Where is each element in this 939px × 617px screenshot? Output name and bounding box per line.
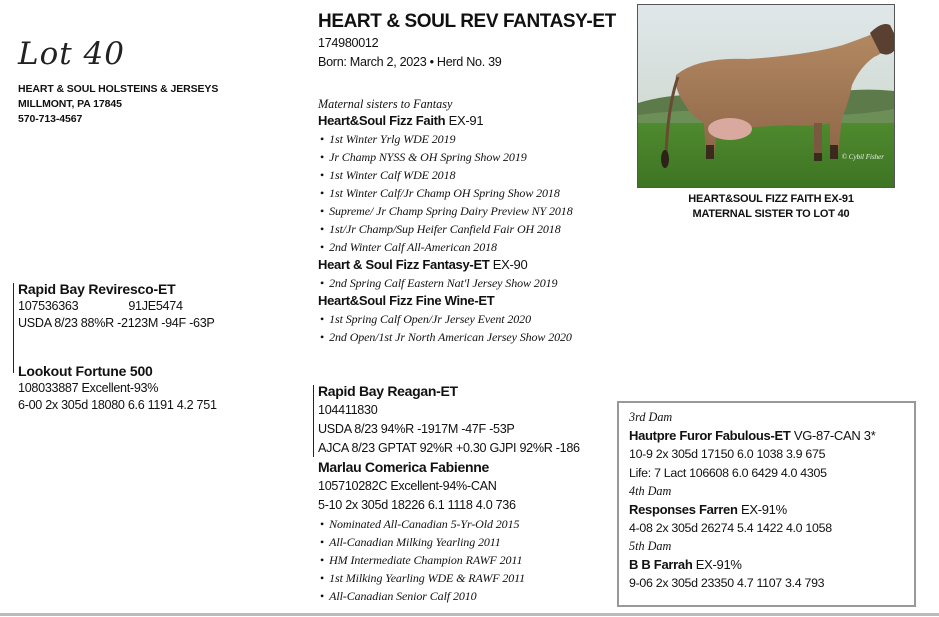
sister-1-classification: EX-91 — [445, 113, 484, 128]
honor-item: • 1st Spring Calf Open/Jr Jersey Event 2020 — [320, 310, 618, 328]
honor-item: • 1st Winter Calf/Jr Champ OH Spring Show 2018 — [320, 184, 618, 202]
sister-2-honors — [318, 274, 618, 292]
pedigree-line — [13, 283, 14, 373]
sister-2-classification: EX-90 — [489, 257, 528, 272]
dam-sire-of-dam-proof-ajca: AJCA 8/23 GPTAT 92%R +0.30 GJPI 92%R -186 — [318, 441, 580, 455]
dam-sire-of-dam-proof-usda: USDA 8/23 94%R -1917M -47F -53P — [318, 422, 515, 436]
consignor-info — [18, 82, 218, 127]
photo-caption-line-2: MATERNAL SISTER TO LOT 40 — [692, 208, 850, 220]
fourth-dam-label: Responses Farren — [629, 502, 738, 517]
third-dam-heading: 3rd Dam — [629, 410, 673, 424]
fifth-dam-record: 9-06 2x 305d 23350 4.7 1107 3.4 793 — [629, 576, 825, 590]
honor-item: • 1st Winter Calf WDE 2018 — [320, 166, 618, 184]
sister-3-name — [318, 292, 618, 310]
fifth-dam-label: B B Farrah — [629, 557, 693, 572]
maternal-sisters — [318, 96, 618, 346]
animal-name: HEART & SOUL REV FANTASY-ET — [318, 11, 616, 32]
animal-header — [318, 10, 616, 72]
fifth-dam-classification: EX-91% — [692, 557, 742, 572]
third-dam-record: 10-9 2x 305d 17150 6.0 1038 3.9 675 — [629, 447, 826, 461]
cow-photo — [637, 4, 895, 188]
dam-sire-name: Lookout Fortune 500 — [18, 363, 153, 379]
sire-code: 91JE5474 — [128, 299, 183, 313]
photo-credit: © Cybil Fisher — [841, 153, 884, 161]
honor-item: • All-Canadian Senior Calf 2010 — [320, 587, 618, 605]
fourth-dam-classification: EX-91% — [737, 502, 787, 517]
sire-registration — [18, 298, 215, 315]
sister-3-label: Heart&Soul Fizz Fine Wine-ET — [318, 293, 495, 308]
maternal-heading: Maternal sisters to Fantasy — [318, 97, 453, 111]
honor-item: • 1st Winter Yrlg WDE 2019 — [320, 130, 618, 148]
honor-item: • 2nd Spring Calf Eastern Nat'l Jersey Show 2019 — [320, 274, 618, 292]
dam-pedigree-line — [313, 385, 314, 457]
sister-3-honors — [318, 310, 618, 346]
fourth-dam-heading: 4th Dam — [629, 484, 672, 498]
sister-1-honors — [318, 130, 618, 256]
honor-item: • 1st/Jr Champ/Sup Heifer Canfield Fair OH 2018 — [320, 220, 618, 238]
sire-block — [18, 281, 215, 332]
honor-item: • 1st Milking Yearling WDE & RAWF 2011 — [320, 569, 618, 587]
fifth-dam-heading: 5th Dam — [629, 539, 672, 553]
consignor-location: MILLMONT, PA 17845 — [18, 98, 122, 110]
dam-sire-of-dam-name: Rapid Bay Reagan-ET — [318, 383, 458, 399]
photo-caption — [637, 192, 905, 222]
sire-proof: USDA 8/23 88%R -2123M -94F -63P — [18, 316, 215, 330]
dam-name: Marlau Comerica Fabienne — [318, 459, 489, 475]
consignor-name: HEART & SOUL HOLSTEINS & JERSEYS — [18, 83, 219, 95]
dam-side-block — [318, 382, 618, 605]
honor-item: • Supreme/ Jr Champ Spring Dairy Preview NY 2018 — [320, 202, 618, 220]
third-dam-name — [629, 426, 904, 445]
dam-sire-record: 6-00 2x 305d 18080 6.6 1191 4.2 751 — [18, 398, 217, 412]
consignor-phone: 570-713-4567 — [18, 113, 83, 125]
honor-item: • Nominated All-Canadian 5-Yr-Old 2015 — [320, 515, 618, 533]
third-dam-classification: VG-87-CAN 3* — [790, 428, 876, 443]
sire-name: Rapid Bay Reviresco-ET — [18, 281, 176, 297]
dam-record: 5-10 2x 305d 18226 6.1 1118 4.0 736 — [318, 498, 516, 512]
bottom-divider — [0, 613, 939, 616]
dam-sire-of-dam-reg: 104411830 — [318, 403, 378, 417]
fourth-dam-record: 4-08 2x 305d 26274 5.4 1422 4.0 1058 — [629, 521, 832, 535]
fourth-dam-name — [629, 500, 904, 519]
sister-1-label: Heart&Soul Fizz Faith — [318, 113, 446, 128]
honor-item: • All-Canadian Milking Yearling 2011 — [320, 533, 618, 551]
third-dam-lifetime: Life: 7 Lact 106608 6.0 6429 4.0 4305 — [629, 466, 827, 480]
honor-item: • HM Intermediate Champion RAWF 2011 — [320, 551, 618, 569]
sire-reg-number: 107536363 — [18, 299, 79, 313]
dam-sire-block — [18, 363, 217, 414]
animal-registration: 174980012 — [318, 36, 379, 50]
honor-item: • Jr Champ NYSS & OH Spring Show 2019 — [320, 148, 618, 166]
third-dam-label: Hautpre Furor Fabulous-ET — [629, 428, 791, 443]
fifth-dam-name — [629, 555, 904, 574]
ancestor-dams-box — [617, 401, 916, 607]
sister-1-name — [318, 112, 618, 130]
animal-details — [318, 34, 616, 72]
honor-item: • 2nd Winter Calf All-American 2018 — [320, 238, 618, 256]
animal-born: Born: March 2, 2023 • Herd No. 39 — [318, 55, 502, 69]
sister-2-label: Heart & Soul Fizz Fantasy-ET — [318, 257, 490, 272]
dam-honors — [318, 515, 618, 605]
dam-sire-registration: 108033887 Excellent-93% — [18, 381, 159, 395]
sister-2-name — [318, 256, 618, 274]
dam-registration: 105710282C Excellent-94%-CAN — [318, 479, 497, 493]
photo-caption-line-1: HEART&SOUL FIZZ FAITH EX-91 — [688, 193, 854, 205]
honor-item: • 2nd Open/1st Jr North American Jersey Show 2020 — [320, 328, 618, 346]
lot-number: Lot 40 — [18, 36, 126, 72]
